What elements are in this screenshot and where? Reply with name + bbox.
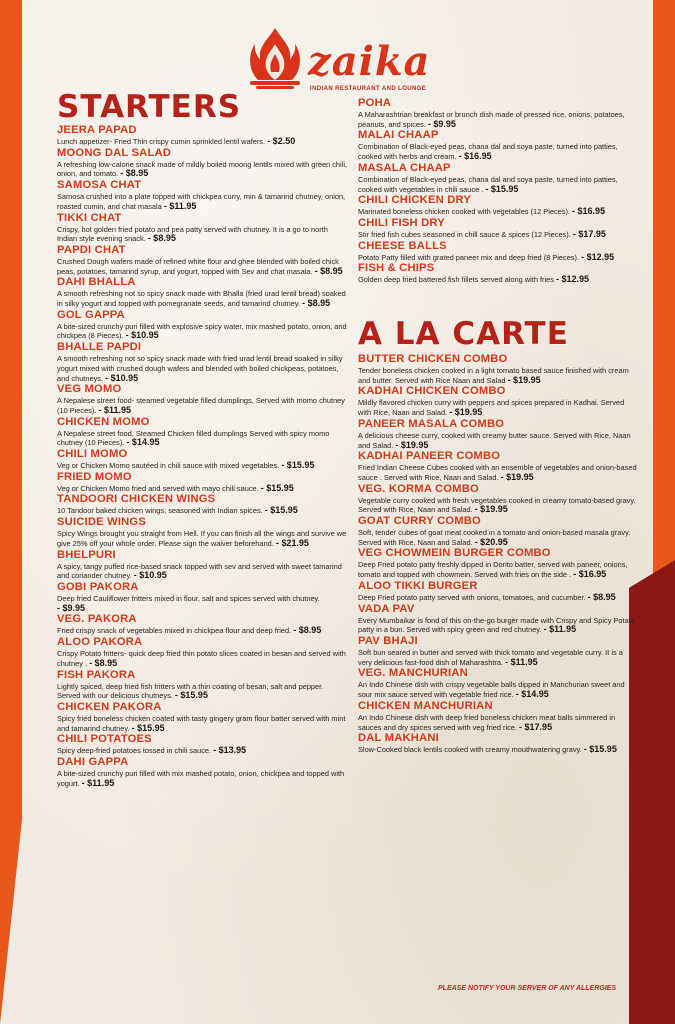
menu-item-price: - $10.95 <box>125 330 159 341</box>
menu-item-description <box>57 429 347 448</box>
menu-item-price: - $11.95 <box>543 624 577 635</box>
menu-item <box>57 276 347 308</box>
menu-item-price: - $19.95 <box>500 471 534 482</box>
menu-item <box>358 97 638 129</box>
brand-name: zaika <box>308 38 431 85</box>
menu-item-name: CHICKEN MANCHURIAN <box>358 699 493 712</box>
menu-item-name: JEERA PAPAD <box>57 124 137 136</box>
menu-item-description-text: 10 Tandoor baked chicken wings, seasoned with Indian spices. <box>57 506 263 516</box>
menu-item-name: GOBI PAKORA <box>57 580 139 593</box>
menu-item-description <box>57 396 347 415</box>
menu-item-name: CHILI POTATOES <box>57 733 152 746</box>
menu-item-price: - $19.95 <box>449 407 483 418</box>
menu-item-description-text: Golden deep fried battered fish fillets served along with fries <box>358 275 554 285</box>
menu-item-price: - $8.95 <box>293 625 322 636</box>
menu-item-price: - $10.95 <box>133 570 167 581</box>
menu-item-description <box>358 496 638 515</box>
menu-item <box>57 416 347 448</box>
menu-item-description <box>57 289 347 308</box>
menu-item-price: - $15.95 <box>264 505 298 516</box>
menu-item-description-text: A delicious cheese curry, cooked with creamy butter sauce. Served with Rice, Naan and Salad. <box>358 430 631 450</box>
menu-item-price: - $11.95 <box>81 777 115 788</box>
menu-item-description <box>358 616 638 635</box>
menu-item-description-text: Combination of Black-eyed peas, chana dal and soya paste, turned into patties, cooked with herbs and cream. <box>358 142 618 162</box>
menu-item-description <box>57 529 347 548</box>
menu-item-price: - $15.95 <box>174 690 208 701</box>
menu-item-description <box>57 746 347 756</box>
menu-item-price: - $8.95 <box>314 265 343 276</box>
menu-item-description-text: A refreshing low-calorie snack made of mildly boiled moong lentils mixed with green chili, onion, and tomato. <box>57 159 348 179</box>
menu-item <box>358 580 638 603</box>
menu-item-description-text: An Indo Chinese dish with deep fried boneless chicken meat balls simmered in sauces and dry spices served with veg fried rice. <box>358 712 616 732</box>
menu-item <box>358 515 638 547</box>
menu-item <box>358 732 638 755</box>
menu-item-description <box>57 322 347 341</box>
menu-item-name: CHILI FISH DRY <box>358 216 445 229</box>
menu-item-name: SAMOSA CHAT <box>57 179 142 192</box>
menu-item-description-text: Crispy Potato fritters- quick deep fried thin potato slices coated in besan and served with chutney . <box>57 649 346 668</box>
menu-item <box>57 756 347 788</box>
menu-item <box>358 240 638 263</box>
menu-item-description-text: A smooth refreshing not so spicy snack made with Bhalla (fried urad lentil bread) soaked in silky yogurt and topped with pomegranate seeds, and tamarind chutney. <box>57 289 346 309</box>
menu-item-name: BHELPURI <box>57 548 116 561</box>
menu-item-price: - $8.95 <box>147 233 176 244</box>
menu-item-name: DAHI BHALLA <box>57 276 136 289</box>
menu-item-name: VEG MOMO <box>57 383 122 396</box>
menu-item-name: DAHI GAPPA <box>57 756 129 769</box>
menu-item-description <box>358 713 638 732</box>
menu-item-name: DAL MAKHANI <box>358 732 439 745</box>
menu-item-price: - $13.95 <box>213 745 247 756</box>
menu-item-name: GOAT CURRY COMBO <box>358 515 481 528</box>
restaurant-logo <box>244 26 434 96</box>
menu-item-description <box>57 649 347 668</box>
menu-item-description-text: A bite-sized crunchy puri filled with explosive spicy water, mix mashed potato, onion, and chickpea (8 Pieces). <box>57 321 347 341</box>
menu-item-description-text: A Nepalese street food- steamed vegetable filled dumplings, Served with momo chutney (10 Pieces). <box>57 396 345 415</box>
menu-item <box>358 700 638 732</box>
menu-item-price: - $17.95 <box>519 721 553 732</box>
menu-item <box>57 309 347 341</box>
menu-item-description <box>358 230 638 240</box>
menu-item-description-text: Lightly spiced, deep fried fish fritters with a thin coating of besan, salt and pepper. Served with our delicious chutneys. <box>57 681 324 701</box>
menu-item-price: - $21.95 <box>275 537 309 548</box>
menu-item-price: - $19.95 <box>395 439 429 450</box>
menu-item <box>358 194 638 217</box>
menu-item-price: - $14.95 <box>515 689 549 700</box>
menu-item <box>358 418 638 450</box>
menu-item-description-text: Lunch appetizer- Fried Thin crispy cumin sprinkled lentil wafers. <box>57 137 266 146</box>
menu-item-price: - $19.95 <box>474 504 508 515</box>
menu-item-price: - $15.95 <box>260 482 294 493</box>
menu-item-description <box>358 110 638 129</box>
menu-item-price: - $14.95 <box>126 437 160 448</box>
menu-item-name: PANEER MASALA COMBO <box>358 417 505 430</box>
right-column <box>358 97 638 755</box>
menu-item-name: KADHAI PANEER COMBO <box>358 450 501 463</box>
menu-item-description <box>57 257 347 276</box>
menu-item-name: CHILI CHICKEN DRY <box>358 194 471 207</box>
menu-item-description-text: Samosa crushed into a plate topped with chickpea curry, min & tamarind chutney, onion, roasted cumin, and chat masala <box>57 192 346 211</box>
menu-item-description-text: A spicy, tangy puffed rice-based snack topped with sev and served with sweet tamarind and coriander chutney. <box>57 561 342 581</box>
menu-item <box>358 483 638 515</box>
menu-item-description <box>57 769 347 788</box>
menu-item-description <box>358 207 638 217</box>
menu-item <box>57 549 347 581</box>
menu-item-description <box>57 714 347 733</box>
menu-item-description-text: Slow-Cooked black lentils cooked with creamy mouthwatering gravy. <box>358 745 582 755</box>
menu-item-description <box>358 648 638 667</box>
menu-item-description <box>358 560 638 579</box>
menu-item-description-text: Deep Fried potato patty served with onions, tomatoes, and cucumber. <box>358 592 586 602</box>
menu-item <box>57 669 347 701</box>
menu-item-description-text: Potato Patty filled with grated paneer mix and deep fried (8 Pieces). <box>358 252 580 262</box>
menu-item-description-text: Crushed Dough wafers made of refined white flour and ghee blended with boiled chick peas, potatoes, tamarind syrup, and yogurt, topped with Sev and chat masala. <box>57 256 339 276</box>
menu-item-name: FRIED MOMO <box>57 470 132 483</box>
menu-item-price: - $9.95 <box>57 602 86 613</box>
menu-item-description-text: Vegetable curry cooked with fresh vegetables cooked in creamy tomato-based gravy. Served with Rice, Naan and Salad. <box>358 495 636 515</box>
menu-item <box>358 162 638 194</box>
menu-item <box>57 701 347 733</box>
menu-item <box>358 603 638 635</box>
menu-item-price: - $16.95 <box>572 206 606 217</box>
menu-item-name: MASALA CHAAP <box>358 161 451 174</box>
menu-item-name: CHICKEN PAKORA <box>57 700 162 713</box>
menu-item <box>358 635 638 667</box>
menu-item-description-text: Every Mumbaikar is fond of this on-the-go burger made with Crispy and Spicy Potato patty in a bun. Served with spicy green and red chutney. <box>358 615 635 635</box>
menu-item <box>358 667 638 699</box>
menu-item-name: MOONG DAL SALAD <box>57 146 172 159</box>
menu-item-description-text: Spicy deep-fried potatoes tossed in chili sauce. <box>57 746 212 756</box>
menu-item-price: - $16.95 <box>458 151 492 162</box>
allergy-notice: PLEASE NOTIFY YOUR SERVER OF ANY ALLERGIES <box>438 985 617 992</box>
menu-item-description <box>57 682 347 701</box>
menu-item-description <box>57 137 347 147</box>
menu-item-description-text: Crispy, hot golden fried potato and pea patty served with chutney. It is a go to north Indian style evening snack. <box>57 224 328 244</box>
menu-item-name: TANDOORI CHICKEN WINGS <box>57 493 216 506</box>
menu-item <box>57 516 347 548</box>
menu-item-description-text: A Maharashtrian breakfast or brunch dish made of pressed rice, onions, potatoes, peanuts, and spices. <box>358 110 625 129</box>
menu-item-description <box>358 528 638 547</box>
left-column <box>57 90 347 788</box>
brand-tagline: INDIAN RESTAURANT AND LOUNGE <box>310 86 427 92</box>
menu-item-name: ALOO PAKORA <box>57 636 143 649</box>
menu-item-description-text: A bite-sized crunchy puri filled with mix mashed potato, onion, chickpea and topped with yogurt. <box>57 769 345 788</box>
menu-item-name: VADA PAV <box>358 602 415 615</box>
menu-item <box>57 493 347 516</box>
menu-item-description-text: Combination of Black-eyed peas, chana dal and soya paste, turned into patties, cooked with vegetables in chili sauce . <box>358 174 618 194</box>
menu-item-description <box>358 463 638 482</box>
menu-item-price: - $20.95 <box>474 536 508 547</box>
menu-item-name: TIKKI CHAT <box>57 211 122 224</box>
menu-item-price: - $15.95 <box>131 722 165 733</box>
menu-item-name: SUICIDE WINGS <box>57 516 146 529</box>
starters-list <box>57 124 347 788</box>
menu-item <box>57 581 347 613</box>
menu-item <box>358 262 638 285</box>
menu-item-price: - $15.95 <box>281 460 315 471</box>
menu-item-name: GOL GAPPA <box>57 308 125 321</box>
menu-item-description-text: Deep Fried potato patty freshly dipped in Dorito batter, served with paneer, onions, tomato and topped with chowmein. Served with fries on the side . <box>358 560 628 580</box>
menu-item-description-text: Soft, tender cubes of goat meat cooked in a tomato and onion-based masala gravy. Served with Rice, Naan and Salad. <box>358 528 631 547</box>
menu-item-description <box>358 593 638 603</box>
menu-item-description <box>358 745 638 755</box>
menu-item-price: - $12.95 <box>581 251 615 262</box>
menu-item-description <box>358 366 638 385</box>
menu-item <box>57 733 347 756</box>
menu-item <box>57 471 347 494</box>
section-title-starters: STARTERS <box>57 89 242 125</box>
starters-continued-list <box>358 97 638 285</box>
menu-item <box>358 353 638 385</box>
menu-item-description <box>57 225 347 244</box>
menu-item-description-text: An Indo Chinese dish with crispy vegetable balls dipped in Manchurian sweet and sour mix sauce served with vegetable fried rice. <box>358 680 625 700</box>
menu-item-description-text: Tender boneless chicken cooked in a light tomato based sauce finished with cream and butter. Served with Rice Naan and Salad <box>358 366 629 385</box>
menu-item-price: - $15.95 <box>583 744 617 755</box>
menu-item-description-text: Spicy fried boneless chicken coated with tasty gingery gram flour batter served with mint and tamarind chutney. <box>57 713 346 733</box>
menu-item-name: BUTTER CHICKEN COMBO <box>358 353 508 366</box>
menu-item-price: - $19.95 <box>507 374 541 385</box>
menu-item-price: - $8.95 <box>120 168 149 179</box>
menu-item-name: FISH & CHIPS <box>358 262 435 275</box>
menu-item-name: FISH PAKORA <box>57 668 136 681</box>
menu-item-price: - $11.95 <box>98 404 132 415</box>
menu-item <box>358 129 638 161</box>
menu-item <box>57 147 347 179</box>
menu-item-description <box>57 594 347 613</box>
menu-item-description <box>358 175 638 194</box>
menu-item-description <box>57 484 347 494</box>
menu-item-description <box>57 562 347 581</box>
menu-item-description-text: Veg or Chicken Momo fried and served with mayo chili sauce. <box>57 483 259 493</box>
menu-item-description-text: A Nepalese street food, Steamed Chicken filled dumplings Served with spicy momo chutney (10 Pieces). <box>57 428 330 448</box>
menu-item-price: - $9.95 <box>427 118 456 129</box>
menu-item-description-text: Fried Indian Cheese Cubes cooked with an ensemble of vegetables and onion-based sauce . Served with Rice, Naan and Salad. <box>358 463 637 482</box>
menu-item-description-text: Mildly flavored chicken curry with peppers and spices prepared in Kadhai. Served with Rice, Naan and Salad. <box>358 398 625 418</box>
menu-item-price: - $17.95 <box>572 228 606 239</box>
menu-item <box>57 244 347 276</box>
menu-item-description <box>358 253 638 263</box>
menu-item-description <box>57 626 347 636</box>
menu-item-description <box>358 431 638 450</box>
menu-item-description-text: Stir fried fish cubes seasoned in chill sauce & spices (12 Pieces). <box>358 229 571 239</box>
menu-item-description-text: Deep fried Cauliflower fritters mixed in flour, salt and spices served with chutney. <box>57 593 320 603</box>
menu-item-name: PAPDI CHAT <box>57 243 126 256</box>
menu-item-name: POHA <box>358 97 392 109</box>
menu-item-description <box>358 142 638 161</box>
menu-item-description <box>57 354 347 383</box>
menu-item-description-text: Veg or Chicken Momo sautéed in chili sauce with mixed vegetables. <box>57 461 280 471</box>
menu-item-price: - $8.95 <box>587 591 616 602</box>
menu-item <box>57 124 347 147</box>
menu-item <box>57 212 347 244</box>
menu-item-name: CHEESE BALLS <box>358 239 447 252</box>
menu-item <box>57 383 347 415</box>
menu-item <box>57 613 347 636</box>
menu-item-description <box>358 275 638 285</box>
menu-item-price: - $11.95 <box>163 200 197 211</box>
menu-item <box>57 341 347 383</box>
menu-item-description <box>57 160 347 179</box>
menu-item-name: PAV BHAJI <box>358 634 418 647</box>
menu-item-name: VEG. PAKORA <box>57 613 137 626</box>
menu-item-name: CHILI MOMO <box>57 448 128 461</box>
menu-item-description-text: A smooth refreshing not so spicy snack made with fried urad lentil bread soaked in silky yogurt mixed with crushed dough wafers and blended with boiled chickpeas, potatoes, and chutneys. <box>57 354 343 383</box>
menu-item-description-text: Soft bun seared in butter and served with thick tomato and vegetable curry. It is a very delicious fast-food dish of Maharashtra. <box>358 647 623 667</box>
menu-item-description-text: Fried crispy snack of vegetables mixed in chickpea flour and deep fried. <box>57 626 292 636</box>
menu-item-price: - $10.95 <box>105 372 139 383</box>
flame-icon <box>244 26 306 90</box>
menu-item <box>57 179 347 211</box>
menu-item-description <box>57 506 347 516</box>
menu-item-price: - $8.95 <box>89 657 118 668</box>
menu-item-price: - $15.95 <box>485 183 519 194</box>
menu-item <box>358 450 638 482</box>
menu-item-price: - $12.95 <box>556 274 590 285</box>
menu-item <box>358 385 638 417</box>
section-title-a-la-carte: A LA CARTE <box>358 316 569 353</box>
menu-item-name: ALOO TIKKI BURGER <box>358 579 478 592</box>
menu-item <box>358 547 638 579</box>
menu-item-description <box>57 192 347 211</box>
menu-item <box>358 217 638 240</box>
menu-item-name: MALAI CHAAP <box>358 129 439 142</box>
menu-item-price: - $2.50 <box>267 136 296 146</box>
a-la-carte-list <box>358 353 638 755</box>
menu-item-description-text: Marinated boneless chicken cooked with vegetables (12 Pieces). <box>358 207 570 217</box>
menu-item-price: - $8.95 <box>302 298 331 309</box>
menu-item-description-text: Spicy Wings brought you straight from Hell. If you can finish all the wings and survive we give 25% off your whole order. Please sign the waiver beforehand. <box>57 529 347 548</box>
menu-item-name: CHICKEN MOMO <box>57 415 150 428</box>
menu-item-description <box>358 680 638 699</box>
menu-item-price: - $11.95 <box>505 656 538 667</box>
menu-item-description <box>57 461 347 471</box>
menu-item-name: KADHAI CHICKEN COMBO <box>358 385 506 398</box>
menu-item-name: VEG CHOWMEIN BURGER COMBO <box>358 547 551 560</box>
menu-item-name: VEG. MANCHURIAN <box>358 667 468 680</box>
menu-item-price: - $16.95 <box>573 569 607 580</box>
menu-item-description <box>358 398 638 417</box>
menu-item-name: VEG. KORMA COMBO <box>358 482 479 495</box>
menu-item <box>57 448 347 471</box>
menu-item <box>57 636 347 668</box>
menu-item-name: BHALLE PAPDI <box>57 341 142 354</box>
